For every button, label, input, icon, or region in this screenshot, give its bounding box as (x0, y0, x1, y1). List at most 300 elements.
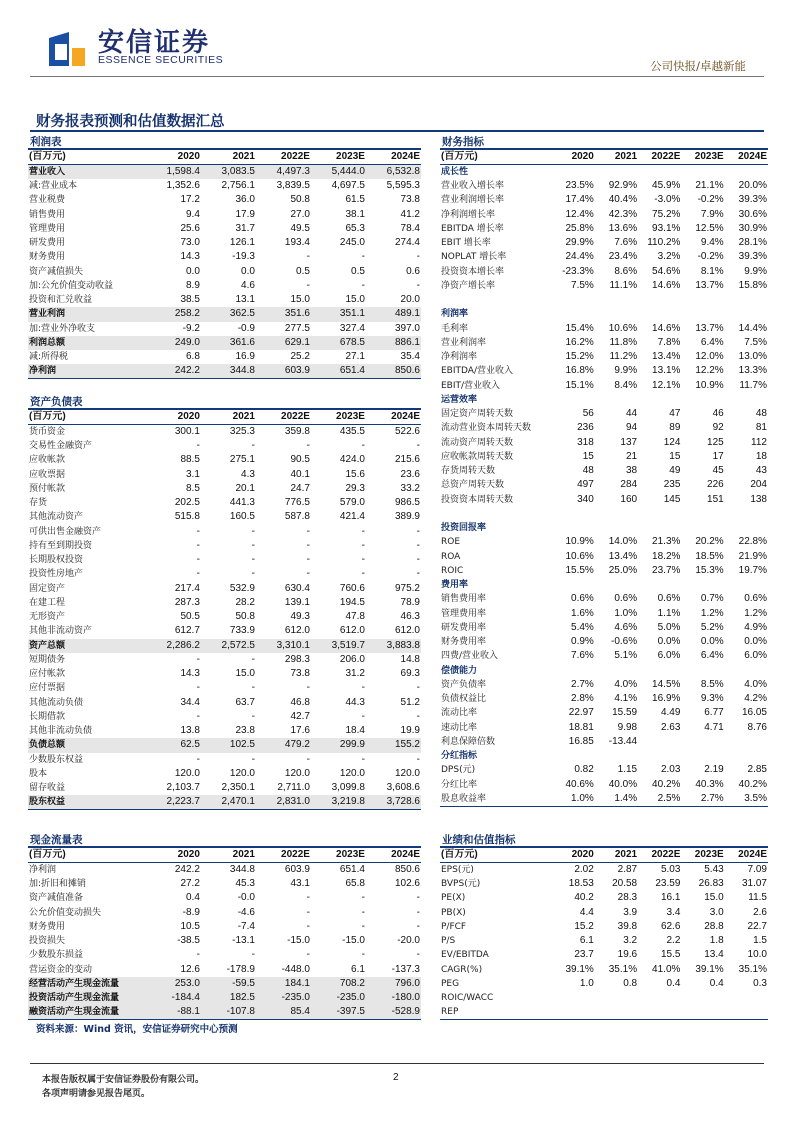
cell-value (595, 578, 638, 592)
row-label: 利润总额 (28, 336, 146, 350)
cell-value: -23.3% (562, 265, 594, 277)
cell-value: 4.2% (744, 693, 767, 705)
cell-value: 8.5% (700, 678, 724, 690)
row-label: 应付帐款 (29, 669, 66, 680)
cell-value: -7.4 (237, 920, 255, 932)
cell-value: 0.0 (186, 265, 200, 277)
cell-value: 3,728.6 (366, 795, 421, 810)
cell-value: 479.2 (256, 738, 311, 752)
cell-value: 344.8 (201, 364, 256, 379)
row-label: 持有至到期投资 (29, 540, 93, 551)
table-row (440, 621, 768, 635)
row-label: EBIT/营业收入 (441, 380, 501, 391)
cell-value: 78.4 (400, 222, 420, 234)
table-row (440, 607, 768, 621)
table-row (440, 464, 768, 478)
cell-value: 3.5% (725, 792, 768, 807)
cell-value: 102.6 (394, 878, 420, 890)
cell-value (725, 749, 768, 763)
cell-value: 2.5% (638, 792, 681, 807)
cell-value: 300.1 (174, 426, 200, 437)
cell-value: 1.4% (595, 792, 638, 807)
cell-value: 275.1 (229, 454, 255, 466)
table-row (28, 1005, 421, 1020)
row-label: CAGR(%) (441, 964, 483, 975)
cell-value: 16.05 (741, 707, 767, 719)
table-row (28, 724, 421, 738)
cell-value: 2.02 (574, 864, 594, 875)
cell-value: 15.0 (345, 294, 365, 306)
cell-value: 5.4% (571, 621, 594, 633)
cell-value: 361.6 (201, 336, 256, 350)
cell-value: 16.2% (565, 336, 594, 348)
table-row (28, 795, 421, 810)
row-label: 管理费用 (29, 223, 66, 234)
cell-value: 0.6% (657, 593, 681, 605)
cell-value: 29.9% (565, 237, 594, 249)
table-row (28, 624, 421, 638)
cell-value (681, 293, 724, 307)
cell-value: 40.4% (608, 194, 638, 206)
cell-value (725, 521, 768, 535)
cell-value: 236 (577, 422, 594, 434)
row-label: 长期借款 (29, 711, 66, 722)
row-label: 其他流动资产 (29, 512, 84, 523)
cell-value: 3.2 (623, 935, 638, 947)
cell-value: 0.3 (753, 977, 767, 989)
cell-value: 50.8 (290, 194, 310, 206)
table-header-row (440, 150, 768, 165)
table-row (28, 696, 421, 710)
cell-value: 3.0 (709, 906, 724, 918)
footer-disclaimer: 各项声明请参见报告尾页。 (42, 1089, 151, 1099)
table-row (440, 208, 768, 222)
table-row (28, 468, 421, 482)
year-header: 2022E (638, 848, 681, 863)
cell-value: 31.7 (235, 222, 255, 234)
report-header (0, 0, 794, 80)
row-label: 投资资本周转天数 (441, 494, 514, 505)
row-label (440, 507, 552, 521)
cell-value: 49 (669, 465, 681, 477)
row-label: 投资和汇兑收益 (29, 295, 93, 306)
row-label: 固定资产周转天数 (441, 409, 514, 420)
row-label: 经营活动产生现金流量 (28, 977, 146, 991)
cell-value: 7.6% (614, 237, 638, 249)
year-header: 2020 (146, 410, 201, 425)
cell-value: 88.5 (180, 454, 200, 466)
cell-value: 12.6 (180, 963, 200, 975)
cell-value: 25.2 (290, 351, 310, 363)
cell-value: 45.9% (652, 180, 681, 192)
table-row (28, 364, 421, 379)
cell-value (681, 521, 724, 535)
row-label: 货币资金 (29, 427, 66, 437)
cell-value: 46 (712, 408, 724, 420)
unit-label: (百万元) (440, 848, 552, 863)
cell-value: - (416, 251, 420, 263)
table-row (28, 453, 421, 467)
cell-value: 6.4% (700, 650, 724, 662)
year-header: 2020 (552, 150, 595, 165)
cell-value: 10.0 (747, 949, 767, 961)
cell-value: 15.6 (345, 468, 365, 480)
cell-value: 2,103.7 (166, 782, 200, 794)
logo-icon (47, 30, 87, 68)
cell-value: - (416, 554, 420, 566)
cell-value: 13.7% (695, 322, 724, 334)
cell-value: - (361, 753, 365, 765)
cell-value: 4,697.5 (331, 180, 365, 192)
cell-value (595, 165, 638, 180)
cell-value: 39.1% (695, 963, 724, 975)
balance-sheet-table (28, 410, 421, 810)
cell-value: - (251, 710, 255, 722)
cell-value: 249.0 (146, 336, 201, 350)
row-label: 投资性房地产 (29, 569, 84, 580)
cell-value: 0.4 (666, 977, 681, 989)
cell-value: 5.43 (704, 864, 724, 875)
cell-value: 16.9 (235, 351, 255, 363)
cell-value: 2,711.0 (277, 782, 310, 794)
table-row (440, 364, 768, 378)
cell-value: 2,572.5 (201, 639, 256, 653)
footer-copyright: 本报告版权属于安信证券股份有限公司。 (42, 1075, 205, 1085)
cell-value: - (306, 920, 310, 932)
cell-value: 93.1% (652, 222, 681, 234)
cell-value: - (196, 949, 200, 961)
cell-value: 15.0 (290, 294, 310, 306)
cell-value: 39.3% (738, 194, 767, 206)
cell-value: 0.0% (657, 636, 681, 648)
table-row (28, 781, 421, 795)
cell-value: 10.6% (565, 550, 594, 562)
cell-value: 38.5 (180, 294, 200, 306)
cell-value (725, 991, 768, 1005)
cell-value: 36.0 (235, 194, 255, 206)
cell-value: 11.8% (609, 336, 638, 348)
cell-value: 886.1 (366, 336, 421, 350)
cell-value: 120.0 (339, 767, 365, 779)
cell-value: - (196, 440, 200, 452)
cell-value: 18.4 (345, 725, 365, 737)
financial-indicators-title: 财务指标 (440, 134, 768, 150)
cell-value (725, 664, 768, 678)
year-header: 2024E (725, 150, 768, 165)
table-row (28, 977, 421, 991)
cell-value: 0.5 (296, 265, 310, 277)
cell-value (552, 749, 595, 763)
table-row (28, 610, 421, 624)
cell-value: 15.2% (565, 351, 594, 363)
cell-value: 13.1% (652, 365, 681, 377)
cell-value: 612.0 (394, 625, 420, 637)
cell-value (681, 664, 724, 678)
cell-value: 27.1 (345, 351, 365, 363)
cell-value: 120.0 (174, 767, 200, 779)
cell-value: 13.3% (738, 365, 767, 377)
cell-value: 532.9 (229, 582, 255, 594)
row-label: EPS(元) (441, 865, 474, 875)
cell-value: 1,598.4 (146, 165, 201, 180)
table-row (440, 706, 768, 720)
cell-value: 284 (620, 479, 638, 491)
cell-value: - (416, 539, 420, 551)
cell-value: -397.5 (311, 1005, 366, 1020)
cell-value: -235.0 (256, 991, 311, 1005)
cell-value: 50.5 (180, 611, 200, 623)
row-label: 管理费用率 (441, 608, 487, 619)
cell-value: 110.2% (647, 237, 681, 249)
table-row (28, 863, 421, 878)
cell-value: 39.8 (617, 920, 638, 932)
cell-value: 325.3 (229, 426, 255, 437)
table-row (28, 920, 421, 934)
table-header-row (440, 848, 768, 863)
cell-value: 20.0% (738, 180, 767, 192)
cell-value: - (361, 539, 365, 551)
cell-value: 23.5% (565, 180, 594, 192)
cell-value: 63.7 (235, 696, 255, 708)
row-label: 运营效率 (441, 394, 478, 405)
cell-value: 651.4 (339, 864, 365, 875)
row-label: 研发费用 (29, 238, 66, 249)
cell-value (595, 507, 638, 521)
table-row (28, 250, 421, 264)
table-row (28, 279, 421, 293)
table-row (440, 664, 768, 678)
table-row (28, 165, 421, 180)
cell-value: 1.6% (571, 607, 594, 619)
row-label: 在建工程 (29, 597, 66, 608)
row-label: 可供出售金融资产 (29, 526, 102, 537)
cell-value (725, 507, 768, 521)
cell-value: 44 (625, 408, 638, 420)
table-row (28, 877, 421, 891)
source-note: 资料来源：Wind 资讯，安信证券研究中心预测 (36, 1024, 238, 1035)
cell-value: 12.2% (695, 365, 724, 377)
table-row (28, 336, 421, 350)
row-label: 预付帐款 (29, 483, 66, 494)
cell-value (595, 1005, 638, 1020)
financial-indicators-panel (440, 134, 768, 807)
year-header: 2021 (595, 150, 638, 165)
unit-label: (百万元) (28, 150, 146, 165)
cell-value: - (196, 753, 200, 765)
table-row (28, 322, 421, 336)
cell-value: 46.8 (290, 696, 310, 708)
year-header: 2021 (201, 848, 256, 863)
cell-value: 7.09 (747, 864, 767, 875)
cell-value: 21.9% (738, 550, 767, 562)
cell-value: 0.82 (574, 764, 594, 776)
cell-value: 26.83 (698, 878, 724, 890)
cell-value: 850.6 (394, 864, 420, 875)
row-label: 股东权益 (28, 795, 146, 810)
unit-label: (百万元) (440, 150, 552, 165)
cell-value: 43.1 (290, 878, 310, 890)
cell-value: 20.58 (612, 878, 638, 890)
cell-value: 39.3% (738, 251, 767, 263)
cell-value: 62.6 (660, 920, 681, 932)
cell-value: 7.6% (571, 650, 594, 662)
cell-value: 3,219.8 (311, 795, 366, 810)
row-label: 财务费用 (29, 921, 66, 932)
cell-value: 1.8 (709, 935, 724, 947)
table-row (28, 179, 421, 193)
cell-value: 25.0% (608, 564, 638, 576)
cell-value: -448.0 (281, 963, 310, 975)
cell-value: 151 (707, 493, 724, 505)
cell-value: 24.7 (290, 482, 310, 494)
table-row (28, 222, 421, 236)
cell-value: - (416, 710, 420, 722)
cell-value: 6.0% (744, 650, 767, 662)
cell-value: 13.6% (608, 222, 638, 234)
cell-value: 435.5 (339, 426, 365, 437)
cell-value: 13.4% (652, 351, 681, 363)
cell-value: 15.2 (574, 920, 594, 932)
year-header: 2023E (311, 150, 366, 165)
report-tag: 公司快报/卓越新能 (650, 59, 746, 73)
table-row (28, 767, 421, 781)
cell-value: 202.5 (174, 497, 200, 509)
row-label: P/FCF (441, 921, 467, 932)
cell-value: 30.6% (738, 208, 767, 220)
cell-value: 8.5 (186, 482, 200, 494)
cell-value (638, 991, 681, 1005)
table-row (440, 778, 768, 792)
row-label: 长期股权投资 (29, 555, 84, 566)
cell-value: 215.6 (394, 454, 420, 466)
table-row (28, 496, 421, 510)
cell-value: 9.9% (614, 365, 638, 377)
cell-value: 8.4% (614, 379, 638, 391)
cell-value: -13.44 (608, 735, 638, 747)
cell-value: - (251, 949, 255, 961)
cell-value: 298.3 (284, 653, 310, 665)
cell-value: -137.3 (391, 963, 420, 975)
cell-value: 15 (669, 450, 681, 462)
cell-value: 389.9 (394, 511, 420, 523)
cell-value: 41.2 (400, 208, 420, 220)
cell-value: 65.8 (345, 878, 365, 890)
cell-value: 2.03 (660, 764, 681, 776)
cell-value: 28.8 (704, 920, 724, 932)
cell-value: 0.4 (709, 977, 724, 989)
year-header: 2022E (638, 150, 681, 165)
row-label: PEG (441, 978, 460, 989)
table-header-row (28, 150, 421, 165)
cell-value: - (306, 892, 310, 904)
cell-value: - (416, 279, 420, 291)
cell-value: 14.8 (400, 653, 420, 665)
cell-value: 6.1 (579, 935, 594, 947)
cell-value: 4.3 (241, 468, 255, 480)
table-row (440, 877, 768, 891)
cell-value: 0.5 (351, 265, 365, 277)
row-label: BVPS(元) (441, 879, 481, 890)
cell-value: 22.8% (738, 536, 767, 548)
row-label: 资产总额 (28, 639, 146, 653)
row-label: ROA (441, 551, 461, 562)
year-header: 2021 (201, 150, 256, 165)
cell-value: 3,083.5 (201, 165, 256, 180)
row-label: 净利润增长率 (441, 209, 496, 220)
cell-value (681, 735, 724, 749)
cell-value: 28.1% (738, 237, 767, 249)
cell-value: - (306, 568, 310, 580)
table-row (28, 525, 421, 539)
cell-value: - (196, 710, 200, 722)
cell-value: 22.7 (747, 920, 767, 932)
cell-value: 12.1% (652, 379, 681, 391)
year-header: 2023E (681, 150, 724, 165)
cell-value: 24.4% (565, 251, 594, 263)
cell-value: 2,470.1 (201, 795, 256, 810)
cell-value: 9.9% (744, 265, 767, 277)
cell-value (725, 293, 768, 307)
cell-value: 10.5 (180, 920, 200, 932)
table-row (440, 763, 768, 777)
table-header-row (28, 848, 421, 863)
table-row (28, 208, 421, 222)
table-row (440, 293, 768, 307)
table-row (28, 567, 421, 581)
row-label: EBIT 增长率 (441, 238, 491, 249)
year-header: 2021 (595, 848, 638, 863)
row-label: EBITDA 增长率 (441, 223, 504, 234)
cell-value: 13.0% (738, 351, 767, 363)
cell-value: 18.2% (652, 550, 681, 562)
row-label: 总资产周转天数 (441, 480, 505, 491)
cell-value: 49.3 (290, 611, 310, 623)
row-label: 财务费用率 (441, 637, 487, 648)
row-label: 固定资产 (29, 583, 66, 594)
cell-value: - (306, 906, 310, 918)
cell-value: 11.5 (748, 892, 767, 904)
row-label: 减:所得税 (29, 352, 69, 363)
cell-value: 2.85 (747, 764, 767, 776)
page-number: 2 (393, 1072, 399, 1083)
row-label: NOPLAT 增长率 (441, 252, 507, 263)
table-row (28, 553, 421, 567)
cell-value: 18 (755, 450, 767, 462)
cell-value: 1.0 (579, 977, 594, 989)
row-label: 偿债能力 (441, 665, 478, 676)
row-label: 流动营业资本周转天数 (441, 423, 532, 434)
cell-value: 14.3 (180, 668, 200, 680)
cell-value: 17.4% (565, 194, 594, 206)
cell-value: 19.6 (617, 949, 638, 961)
row-label: 成长性 (441, 167, 469, 177)
cell-value: 15.3% (695, 564, 724, 576)
row-label: 净资产增长率 (441, 280, 496, 291)
cell-value: - (196, 682, 200, 694)
cell-value: 8.9 (186, 279, 200, 291)
cell-value: - (416, 906, 420, 918)
cell-value: 362.5 (201, 307, 256, 321)
cell-value: 340 (577, 493, 594, 505)
cell-value: 69.3 (400, 668, 420, 680)
cell-value: 31.2 (345, 668, 365, 680)
cell-value: - (416, 525, 420, 537)
row-label: 研发费用率 (441, 622, 487, 633)
cell-value: 11.2% (609, 351, 638, 363)
cell-value: -38.5 (177, 935, 200, 947)
cell-value: 12.5% (695, 222, 724, 234)
table-row (28, 596, 421, 610)
